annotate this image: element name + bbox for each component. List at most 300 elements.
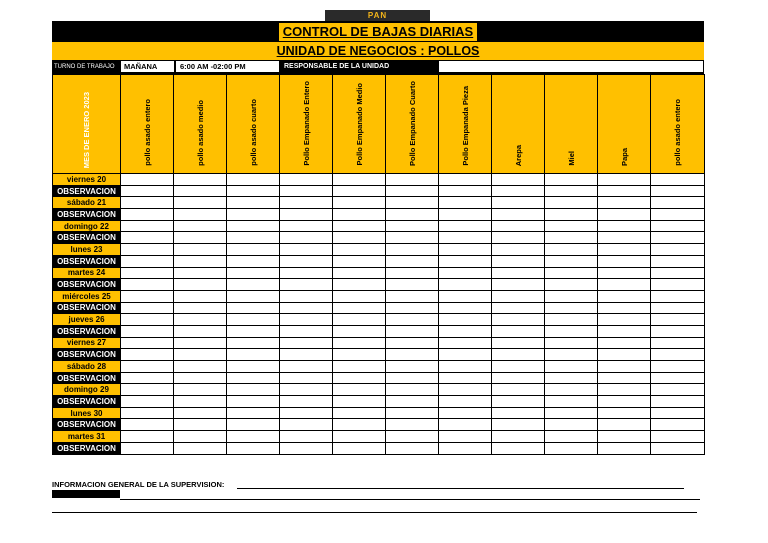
entry-cell[interactable] xyxy=(333,361,386,373)
entry-cell[interactable] xyxy=(492,361,545,373)
entry-cell[interactable] xyxy=(492,384,545,396)
entry-cell[interactable] xyxy=(545,396,598,408)
entry-cell[interactable] xyxy=(333,244,386,256)
entry-cell[interactable] xyxy=(651,396,705,408)
entry-cell[interactable] xyxy=(280,349,333,361)
observation-row xyxy=(53,302,705,314)
entry-cell[interactable] xyxy=(545,314,598,326)
entry-cell[interactable] xyxy=(227,185,280,197)
entry-cell[interactable] xyxy=(333,349,386,361)
entry-cell[interactable] xyxy=(174,302,227,314)
entry-cell[interactable] xyxy=(545,279,598,291)
entry-cell[interactable] xyxy=(439,442,492,454)
entry-cell[interactable] xyxy=(492,232,545,244)
entry-cell[interactable] xyxy=(227,361,280,373)
entry-cell[interactable] xyxy=(174,232,227,244)
entry-cell[interactable] xyxy=(545,232,598,244)
entry-cell[interactable] xyxy=(227,384,280,396)
entry-cell[interactable] xyxy=(333,384,386,396)
entry-cell[interactable] xyxy=(280,384,333,396)
entry-cell[interactable] xyxy=(386,384,439,396)
entry-cell[interactable] xyxy=(598,302,651,314)
entry-cell[interactable] xyxy=(174,396,227,408)
entry-cell[interactable] xyxy=(439,290,492,302)
entry-cell[interactable] xyxy=(545,442,598,454)
day-label: domingo 22 xyxy=(53,220,121,232)
entry-cell[interactable] xyxy=(280,267,333,279)
entry-cell[interactable] xyxy=(545,220,598,232)
entry-cell[interactable] xyxy=(280,209,333,221)
entry-cell[interactable] xyxy=(121,209,174,221)
entry-cell[interactable] xyxy=(227,279,280,291)
entry-cell[interactable] xyxy=(439,325,492,337)
observation-label: OBSERVACION xyxy=(53,442,121,454)
entry-cell[interactable] xyxy=(439,396,492,408)
entry-cell[interactable] xyxy=(121,232,174,244)
entry-cell[interactable] xyxy=(174,290,227,302)
entry-cell[interactable] xyxy=(386,197,439,209)
entry-cell[interactable] xyxy=(280,279,333,291)
entry-cell[interactable] xyxy=(121,255,174,267)
entry-cell[interactable] xyxy=(333,255,386,267)
entry-cell[interactable] xyxy=(386,302,439,314)
day-label: lunes 30 xyxy=(53,407,121,419)
entry-cell[interactable] xyxy=(598,197,651,209)
entry-cell[interactable] xyxy=(280,290,333,302)
entry-cell[interactable] xyxy=(386,407,439,419)
entry-cell[interactable] xyxy=(439,314,492,326)
entry-cell[interactable] xyxy=(439,267,492,279)
entry-cell[interactable] xyxy=(333,337,386,349)
entry-cell[interactable] xyxy=(598,244,651,256)
entry-cell[interactable] xyxy=(598,290,651,302)
entry-cell[interactable] xyxy=(280,255,333,267)
entry-cell[interactable] xyxy=(492,255,545,267)
entry-cell[interactable] xyxy=(651,431,705,443)
entry-cell[interactable] xyxy=(121,220,174,232)
entry-cell[interactable] xyxy=(174,442,227,454)
entry-cell[interactable] xyxy=(439,185,492,197)
observation-row xyxy=(53,419,705,431)
entry-cell[interactable] xyxy=(598,349,651,361)
day-row xyxy=(53,431,705,443)
entry-cell[interactable] xyxy=(227,290,280,302)
entry-cell[interactable] xyxy=(333,232,386,244)
entry-cell[interactable] xyxy=(386,255,439,267)
entry-cell[interactable] xyxy=(492,325,545,337)
entry-cell[interactable] xyxy=(174,349,227,361)
entry-cell[interactable] xyxy=(439,209,492,221)
day-label: martes 31 xyxy=(53,431,121,443)
entry-cell[interactable] xyxy=(121,185,174,197)
entry-cell[interactable] xyxy=(439,407,492,419)
entry-cell[interactable] xyxy=(280,419,333,431)
column-header xyxy=(439,75,492,174)
entry-cell[interactable] xyxy=(598,396,651,408)
entry-cell[interactable] xyxy=(174,407,227,419)
supervision-footer xyxy=(52,479,704,490)
entry-cell[interactable] xyxy=(651,419,705,431)
entry-cell[interactable] xyxy=(174,185,227,197)
entry-cell[interactable] xyxy=(492,290,545,302)
entry-cell[interactable] xyxy=(651,232,705,244)
observation-row xyxy=(53,185,705,197)
entry-cell[interactable] xyxy=(121,314,174,326)
entry-cell[interactable] xyxy=(121,361,174,373)
entry-cell[interactable] xyxy=(598,279,651,291)
entry-cell[interactable] xyxy=(280,325,333,337)
entry-cell[interactable] xyxy=(492,407,545,419)
month-label: MES DE ENERO 2023 xyxy=(82,91,91,168)
entry-cell[interactable] xyxy=(439,349,492,361)
entry-cell[interactable] xyxy=(174,361,227,373)
entry-cell[interactable] xyxy=(545,302,598,314)
entry-cell[interactable] xyxy=(386,325,439,337)
entry-cell[interactable] xyxy=(386,185,439,197)
entry-cell[interactable] xyxy=(598,325,651,337)
entry-cell[interactable] xyxy=(545,267,598,279)
entry-cell[interactable] xyxy=(227,314,280,326)
entry-cell[interactable] xyxy=(492,349,545,361)
entry-cell[interactable] xyxy=(121,419,174,431)
entry-cell[interactable] xyxy=(598,419,651,431)
entry-cell[interactable] xyxy=(227,244,280,256)
column-header-label: pollo asado medio xyxy=(195,100,205,166)
entry-cell[interactable] xyxy=(598,267,651,279)
entry-cell[interactable] xyxy=(439,302,492,314)
entry-cell[interactable] xyxy=(227,419,280,431)
observation-row xyxy=(53,255,705,267)
entry-cell[interactable] xyxy=(439,279,492,291)
entry-cell[interactable] xyxy=(651,442,705,454)
supervision-line-3[interactable] xyxy=(52,512,697,513)
shift-row xyxy=(52,60,704,74)
entry-cell[interactable] xyxy=(598,185,651,197)
entry-cell[interactable] xyxy=(651,174,705,186)
entry-cell[interactable] xyxy=(545,185,598,197)
entry-cell[interactable] xyxy=(545,174,598,186)
entry-cell[interactable] xyxy=(386,337,439,349)
entry-cell[interactable] xyxy=(280,372,333,384)
entry-cell[interactable] xyxy=(598,314,651,326)
entry-cell[interactable] xyxy=(227,396,280,408)
entry-cell[interactable] xyxy=(174,197,227,209)
entry-cell[interactable] xyxy=(174,431,227,443)
entry-cell[interactable] xyxy=(545,337,598,349)
entry-cell[interactable] xyxy=(174,220,227,232)
entry-cell[interactable] xyxy=(386,372,439,384)
entry-cell[interactable] xyxy=(651,384,705,396)
entry-cell[interactable] xyxy=(386,209,439,221)
entry-cell[interactable] xyxy=(439,255,492,267)
column-header xyxy=(121,75,174,174)
entry-cell[interactable] xyxy=(121,372,174,384)
entry-cell[interactable] xyxy=(439,372,492,384)
entry-cell[interactable] xyxy=(598,255,651,267)
entry-cell[interactable] xyxy=(280,185,333,197)
entry-cell[interactable] xyxy=(333,396,386,408)
entry-cell[interactable] xyxy=(598,220,651,232)
entry-cell[interactable] xyxy=(439,174,492,186)
entry-cell[interactable] xyxy=(333,419,386,431)
entry-cell[interactable] xyxy=(651,185,705,197)
entry-cell[interactable] xyxy=(174,209,227,221)
entry-cell[interactable] xyxy=(439,431,492,443)
entry-cell[interactable] xyxy=(333,407,386,419)
entry-cell[interactable] xyxy=(333,372,386,384)
entry-cell[interactable] xyxy=(227,442,280,454)
entry-cell[interactable] xyxy=(280,314,333,326)
entry-cell[interactable] xyxy=(651,220,705,232)
entry-cell[interactable] xyxy=(227,372,280,384)
entry-cell[interactable] xyxy=(121,349,174,361)
entry-cell[interactable] xyxy=(386,174,439,186)
entry-cell[interactable] xyxy=(333,279,386,291)
entry-cell[interactable] xyxy=(280,220,333,232)
entry-cell[interactable] xyxy=(227,302,280,314)
entry-cell[interactable] xyxy=(280,431,333,443)
entry-cell[interactable] xyxy=(545,419,598,431)
entry-cell[interactable] xyxy=(227,407,280,419)
entry-cell[interactable] xyxy=(492,267,545,279)
responsible-field[interactable] xyxy=(438,60,704,73)
entry-cell[interactable] xyxy=(492,431,545,443)
entry-cell[interactable] xyxy=(386,349,439,361)
entry-cell[interactable] xyxy=(651,302,705,314)
entry-cell[interactable] xyxy=(280,174,333,186)
entry-cell[interactable] xyxy=(386,396,439,408)
entry-cell[interactable] xyxy=(333,197,386,209)
entry-cell[interactable] xyxy=(545,197,598,209)
entry-cell[interactable] xyxy=(121,396,174,408)
entry-cell[interactable] xyxy=(492,244,545,256)
entry-cell[interactable] xyxy=(598,361,651,373)
entry-cell[interactable] xyxy=(439,419,492,431)
entry-cell[interactable] xyxy=(227,431,280,443)
entry-cell[interactable] xyxy=(439,384,492,396)
entry-cell[interactable] xyxy=(174,255,227,267)
entry-cell[interactable] xyxy=(227,174,280,186)
entry-cell[interactable] xyxy=(333,220,386,232)
entry-cell[interactable] xyxy=(121,174,174,186)
entry-cell[interactable] xyxy=(598,431,651,443)
entry-cell[interactable] xyxy=(280,407,333,419)
entry-cell[interactable] xyxy=(492,279,545,291)
entry-cell[interactable] xyxy=(651,337,705,349)
entry-cell[interactable] xyxy=(651,290,705,302)
entry-cell[interactable] xyxy=(280,232,333,244)
entry-cell[interactable] xyxy=(492,419,545,431)
entry-cell[interactable] xyxy=(598,174,651,186)
entry-cell[interactable] xyxy=(651,267,705,279)
entry-cell[interactable] xyxy=(333,325,386,337)
entry-cell[interactable] xyxy=(227,337,280,349)
entry-cell[interactable] xyxy=(651,407,705,419)
entry-cell[interactable] xyxy=(439,197,492,209)
entry-cell[interactable] xyxy=(545,361,598,373)
entry-cell[interactable] xyxy=(439,244,492,256)
day-label: miércoles 25 xyxy=(53,290,121,302)
entry-cell[interactable] xyxy=(333,185,386,197)
entry-cell[interactable] xyxy=(386,220,439,232)
entry-cell[interactable] xyxy=(386,279,439,291)
entry-cell[interactable] xyxy=(280,244,333,256)
entry-cell[interactable] xyxy=(121,337,174,349)
entry-cell[interactable] xyxy=(227,197,280,209)
entry-cell[interactable] xyxy=(121,325,174,337)
observation-label: OBSERVACION xyxy=(53,302,121,314)
entry-cell[interactable] xyxy=(333,302,386,314)
entry-cell[interactable] xyxy=(598,442,651,454)
entry-cell[interactable] xyxy=(492,185,545,197)
entry-cell[interactable] xyxy=(333,209,386,221)
entry-cell[interactable] xyxy=(492,174,545,186)
entry-cell[interactable] xyxy=(545,325,598,337)
entry-cell[interactable] xyxy=(174,325,227,337)
form-subtitle: UNIDAD DE NEGOCIOS : POLLOS xyxy=(276,44,480,58)
entry-cell[interactable] xyxy=(174,244,227,256)
entry-cell[interactable] xyxy=(227,220,280,232)
entry-cell[interactable] xyxy=(174,337,227,349)
subtitle-bar xyxy=(52,41,704,61)
entry-cell[interactable] xyxy=(386,361,439,373)
observation-label: OBSERVACION xyxy=(53,325,121,337)
entry-cell[interactable] xyxy=(651,279,705,291)
entry-cell[interactable] xyxy=(545,407,598,419)
entry-cell[interactable] xyxy=(492,302,545,314)
entry-cell[interactable] xyxy=(492,209,545,221)
entry-cell[interactable] xyxy=(439,232,492,244)
entry-cell[interactable] xyxy=(492,197,545,209)
entry-cell[interactable] xyxy=(492,220,545,232)
entry-cell[interactable] xyxy=(545,290,598,302)
entry-cell[interactable] xyxy=(227,209,280,221)
entry-cell[interactable] xyxy=(598,372,651,384)
entry-cell[interactable] xyxy=(598,209,651,221)
entry-cell[interactable] xyxy=(651,244,705,256)
entry-cell[interactable] xyxy=(545,384,598,396)
entry-cell[interactable] xyxy=(174,279,227,291)
entry-cell[interactable] xyxy=(386,244,439,256)
entry-cell[interactable] xyxy=(545,244,598,256)
day-row xyxy=(53,220,705,232)
entry-cell[interactable] xyxy=(651,361,705,373)
column-header-label: Papa xyxy=(619,148,629,166)
entry-cell[interactable] xyxy=(121,290,174,302)
supervision-line-1[interactable] xyxy=(237,488,684,489)
entry-cell[interactable] xyxy=(227,325,280,337)
entry-cell[interactable] xyxy=(121,384,174,396)
entry-cell[interactable] xyxy=(545,349,598,361)
entry-cell[interactable] xyxy=(333,314,386,326)
entry-cell[interactable] xyxy=(492,396,545,408)
supervision-label: INFORMACION GENERAL DE LA SUPERVISION: xyxy=(52,480,225,489)
entry-cell[interactable] xyxy=(121,197,174,209)
entry-cell[interactable] xyxy=(121,431,174,443)
entry-cell[interactable] xyxy=(121,267,174,279)
entry-cell[interactable] xyxy=(545,372,598,384)
entry-cell[interactable] xyxy=(492,314,545,326)
shift-hours[interactable]: 6:00 AM -02:00 PM xyxy=(175,60,280,73)
entry-cell[interactable] xyxy=(651,372,705,384)
entry-cell[interactable] xyxy=(439,337,492,349)
entry-cell[interactable] xyxy=(386,232,439,244)
shift-value[interactable]: MAÑANA xyxy=(120,60,175,73)
entry-cell[interactable] xyxy=(651,197,705,209)
entry-cell[interactable] xyxy=(227,349,280,361)
entry-cell[interactable] xyxy=(598,384,651,396)
entry-cell[interactable] xyxy=(280,396,333,408)
entry-cell[interactable] xyxy=(545,431,598,443)
entry-cell[interactable] xyxy=(386,442,439,454)
entry-cell[interactable] xyxy=(439,220,492,232)
entry-cell[interactable] xyxy=(386,431,439,443)
entry-cell[interactable] xyxy=(280,337,333,349)
entry-cell[interactable] xyxy=(174,372,227,384)
entry-cell[interactable] xyxy=(439,361,492,373)
logo-text: PAN xyxy=(367,11,388,20)
entry-cell[interactable] xyxy=(386,419,439,431)
title-bar xyxy=(52,21,704,41)
entry-cell[interactable] xyxy=(174,174,227,186)
entry-cell[interactable] xyxy=(280,197,333,209)
entry-cell[interactable] xyxy=(174,314,227,326)
entry-cell[interactable] xyxy=(492,372,545,384)
entry-cell[interactable] xyxy=(121,279,174,291)
entry-cell[interactable] xyxy=(545,255,598,267)
entry-cell[interactable] xyxy=(333,442,386,454)
entry-cell[interactable] xyxy=(174,384,227,396)
entry-cell[interactable] xyxy=(651,325,705,337)
entry-cell[interactable] xyxy=(121,244,174,256)
entry-cell[interactable] xyxy=(598,232,651,244)
entry-cell[interactable] xyxy=(651,209,705,221)
responsible-label: RESPONSABLE DE LA UNIDAD xyxy=(280,60,438,73)
entry-cell[interactable] xyxy=(227,255,280,267)
entry-cell[interactable] xyxy=(333,174,386,186)
entry-cell[interactable] xyxy=(651,255,705,267)
entry-cell[interactable] xyxy=(492,337,545,349)
entry-cell[interactable] xyxy=(651,314,705,326)
entry-cell[interactable] xyxy=(386,290,439,302)
entry-cell[interactable] xyxy=(333,431,386,443)
entry-cell[interactable] xyxy=(651,349,705,361)
entry-cell[interactable] xyxy=(280,361,333,373)
observation-row xyxy=(53,396,705,408)
entry-cell[interactable] xyxy=(598,337,651,349)
supervision-line-2[interactable] xyxy=(120,499,700,500)
entry-cell[interactable] xyxy=(333,290,386,302)
entry-cell[interactable] xyxy=(492,442,545,454)
entry-cell[interactable] xyxy=(280,442,333,454)
entry-cell[interactable] xyxy=(227,232,280,244)
entry-cell[interactable] xyxy=(121,442,174,454)
entry-cell[interactable] xyxy=(227,267,280,279)
day-label: viernes 27 xyxy=(53,337,121,349)
entry-cell[interactable] xyxy=(386,314,439,326)
day-row xyxy=(53,267,705,279)
entry-cell[interactable] xyxy=(386,267,439,279)
entry-cell[interactable] xyxy=(121,407,174,419)
entry-cell[interactable] xyxy=(280,302,333,314)
entry-cell[interactable] xyxy=(598,407,651,419)
day-row xyxy=(53,290,705,302)
entry-cell[interactable] xyxy=(333,267,386,279)
entry-cell[interactable] xyxy=(174,267,227,279)
entry-cell[interactable] xyxy=(121,302,174,314)
entry-cell[interactable] xyxy=(174,419,227,431)
entry-cell[interactable] xyxy=(545,209,598,221)
